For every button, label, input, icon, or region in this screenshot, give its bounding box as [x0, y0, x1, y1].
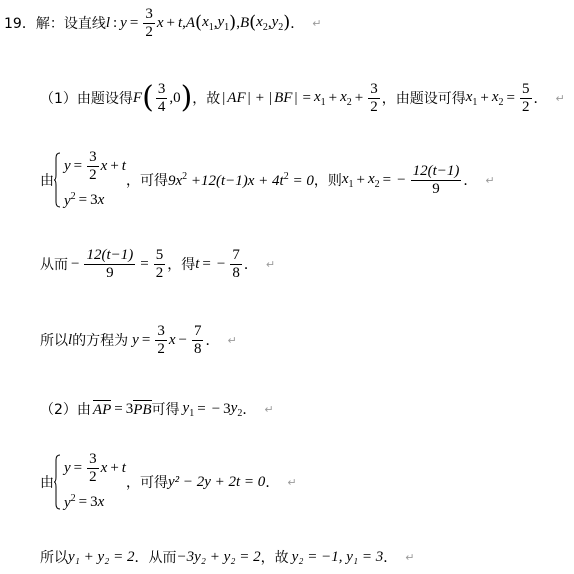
part1-answer-line: 所以 l 的方程为 y = $\frac{3}{2}$ x − $\frac{7}{8}$ ． ↵	[40, 322, 237, 357]
colon: :	[113, 14, 118, 31]
part1-solve-t-line: 从而 − $\frac{12(t-1)}{9}$ = $\frac{5}{2}$ ，得 t = − $\frac{7}{8}$ ． ↵	[40, 246, 276, 281]
part1-text4: ，可得	[125, 173, 168, 189]
point-b: B	[239, 14, 250, 31]
from-text: 从而	[40, 257, 68, 273]
part1-line1: （1） 由题设得 F ( $\frac{3}{4}$ ,0 ) ，故 | AF | + | BF | = $x_1$ + $x_2$ + $\frac{3}{2}$ ，由题设可得 $x_1$ + $x_2$ = $\frac{5}{2}$ ． ↵	[40, 80, 565, 115]
part2-therefore: ，故	[260, 550, 289, 566]
problem-number: 19．	[4, 16, 36, 32]
line-l: l	[105, 14, 110, 31]
sum-result-fraction: $\frac{12(t-1)}{9}$	[412, 162, 460, 197]
var-x: x	[156, 14, 164, 31]
part2-final-line: 所以 y₁ + y₂ = 2 ． 从而 −3y₂ + y₂ = 2 ，故 y₂ = −1, y₁ = 3 ． ↵	[40, 548, 415, 566]
part2-can-get: 可得	[151, 402, 180, 418]
part1-text2: ，故	[192, 91, 221, 107]
quadratic-equation: $9x^2 +12(t-1)x + 4t^2 = 0$	[167, 170, 314, 189]
right-paren: )	[180, 80, 193, 115]
return-mark-icon: ↵	[265, 257, 276, 271]
get-t-text: ，得	[167, 257, 196, 273]
equation-system-1: y = $\frac{3}{2}$ x + t $y^2$ = 3 x	[54, 149, 126, 211]
return-mark-icon: ↵	[264, 402, 274, 416]
part1-text1: 由题设得	[76, 91, 133, 107]
equals: =	[129, 14, 139, 31]
three-halves-fraction: $\frac{3}{2}$	[370, 80, 378, 115]
comma: ,	[182, 14, 186, 31]
return-mark-icon: ↵	[555, 91, 565, 105]
slope-fraction: $\frac{3}{2}$	[145, 5, 153, 40]
solution-label: 解：	[35, 16, 64, 32]
var-y: y	[120, 14, 127, 31]
part1-text3: ，由题设可得	[381, 91, 466, 107]
plus: +	[166, 14, 175, 31]
intro-text: 设直线	[63, 16, 106, 32]
problem-header-line: 19． 解： 设直线 l : y = $\frac{3}{2}$ x + t , A ( $x_1$ , $y_1$ ) , B ( $x_2$ , $y_2$ ) ． ↵	[4, 5, 322, 40]
quadratic-equation-2: y² − 2y + 2t = 0	[167, 473, 266, 490]
sum-fraction: $\frac{5}{2}$	[522, 80, 530, 115]
equation-system-2: y = $\frac{3}{2}$ x + t $y^2$ = 3 x	[54, 451, 126, 513]
period: ．	[290, 16, 305, 32]
left-paren: (	[142, 80, 154, 115]
part2-line1: （2）由 AP = 3 PB 可得 $y_1$ = − 3 $y_2$ ． ↵	[40, 399, 274, 419]
so-text: 所以	[40, 333, 68, 349]
rhs-fraction: $\frac{5}{2}$	[155, 246, 164, 281]
focus-F: F	[132, 89, 143, 106]
part2-label: （2）由	[40, 402, 91, 418]
lhs-fraction: $\frac{12(t-1)}{9}$	[86, 246, 134, 281]
left-brace-icon	[54, 152, 61, 208]
t-value-fraction: $\frac{7}{8}$	[232, 246, 240, 281]
point-a: A	[185, 14, 196, 31]
var-t: t	[177, 14, 183, 31]
part1-sys-you: 由	[40, 173, 54, 189]
part2-system-line: 由 y = $\frac{3}{2}$ x + t $y^2$ = 3 x ，可得 y² − 2y + 2t = 0 ． ↵	[40, 450, 297, 514]
vector-PB: PB	[133, 401, 152, 418]
part1-label: （1）	[40, 91, 77, 107]
part2-text1: ，可得	[125, 475, 168, 491]
part2-sys-you: 由	[40, 475, 54, 491]
return-mark-icon: ↵	[287, 475, 297, 489]
part1-system-line: 由 y = $\frac{3}{2}$ x + t $y^2$ = 3 x ，可得 $9x^2 +12(t-1)x + 4t^2 = 0$ ，则 $x_1$ + $x_2$ = − $\frac{12(t-1)}{9}$ ． ↵	[40, 148, 495, 212]
left-brace-icon	[54, 454, 61, 510]
focus-x-fraction: $\frac{3}{4}$	[157, 80, 166, 115]
vector-AP: AP	[92, 401, 112, 418]
part1-text5: ，则	[313, 173, 342, 189]
final-answer: y₂ = −1, y₁ = 3	[291, 548, 384, 565]
sum-y: y₁ + y₂ = 2	[68, 548, 135, 565]
mid-eq: −3y₂ + y₂ = 2	[176, 548, 261, 565]
part2-so: 所以	[40, 550, 68, 566]
part2-then: 从而	[148, 550, 177, 566]
return-mark-icon: ↵	[485, 173, 495, 187]
eq-of-l-text: 的方程为	[72, 333, 129, 349]
return-mark-icon: ↵	[227, 333, 237, 347]
return-mark-icon: ↵	[405, 550, 415, 564]
return-mark-icon: ↵	[312, 16, 322, 30]
